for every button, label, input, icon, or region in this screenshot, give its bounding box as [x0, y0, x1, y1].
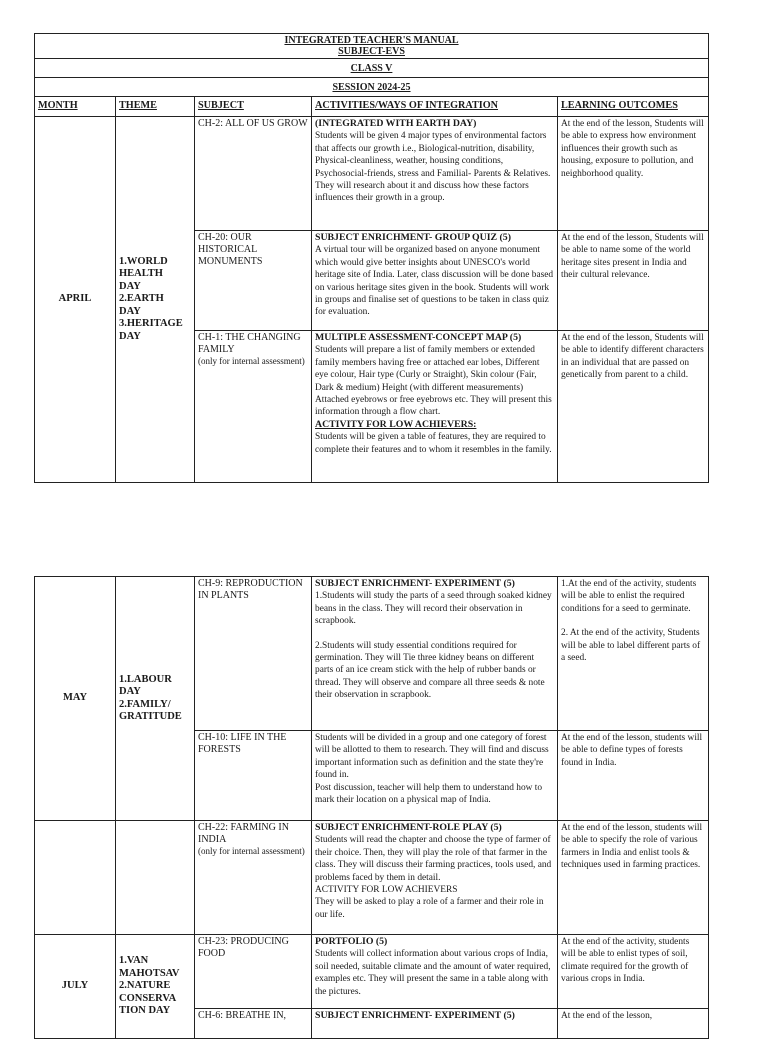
activity-text-2: 2.Students will study essential conditions required for germination. They will Tie three kidney beans on different parts of an ice cream stick with the help of rubber bands or thread. They will observe and compare all three seeds & note their observation in scrapbook. [315, 640, 545, 701]
activity-cell [312, 331, 558, 483]
class-cell [35, 59, 709, 78]
subject-cell: CH-22: FARMING IN INDIA (only for internal assessment) [195, 821, 312, 935]
theme-cell-empty [116, 821, 195, 935]
session-label: SESSION 2024-25 [332, 81, 411, 93]
class-label: CLASS V [350, 62, 393, 74]
outcome-cell: 1.At the end of the activity, students will be able to enlist the required conditions for a seed to germinate. 2. At the end of the activity, Students will be able to label different parts of a seed. [558, 577, 709, 731]
col-activities-header: ACTIVITIES/WAYS OF INTEGRATION [312, 97, 558, 117]
col-outcomes-header: LEARNING OUTCOMES [558, 97, 709, 117]
activity-text: Students will be given 4 major types of environmental factors that affects our growth i.e., Biological-nutrition, disability, Physical-cleanliness, weather, housing conditions, Psychosocial-friends, stress and Familial- Parents & Relatives. They will research about it and discuss how these factors influences their growth in a group. [315, 131, 551, 204]
activity-text: Students will collect information about various crops of India, soil needed, suitable climate and the amount of water required, examples etc. They will present the same in a table along with the pictures. [315, 949, 551, 997]
activity-cell [312, 577, 558, 731]
activity-heading: SUBJECT ENRICHMENT- EXPERIMENT (5) [315, 578, 515, 589]
subject-cell: CH-23: PRODUCING FOOD [195, 935, 312, 1009]
outcome-cell: At the end of the activity, students will be able to enlist types of soil, climate required for the growth of various crops in India. [558, 935, 709, 1009]
activity-heading: PORTFOLIO (5) [315, 936, 388, 947]
activity-heading: SUBJECT ENRICHMENT- EXPERIMENT (5) [315, 1010, 515, 1021]
activity-text: A virtual tour will be organized based on anyone monument which would give better insights about UNESCO's world heritage site of India. Later, class discussion will be done based on various heritage sites given in the book. Students will work in groups and finalise set of questions to be taken in class quiz for evaluation. [315, 245, 554, 318]
subject-cell: CH-2: ALL OF US GROW [195, 117, 312, 231]
activity-text: Students will read the chapter and choose the type of farmer of their choice. Then, they will play the role of that farmer in the class. They will discuss their farming practices, tools used, and problems faced by them in detail. [315, 835, 552, 883]
activity-heading: MULTIPLE ASSESSMENT-CONCEPT MAP (5) [315, 332, 522, 343]
activity-text-2: Post discussion, teacher will help them to understand how to mark their location on a physical map of India. [315, 782, 543, 806]
subject-cell: CH-10: LIFE IN THE FORESTS [195, 731, 312, 821]
col-month-header: MONTH [35, 97, 116, 117]
month-cell: MAY [35, 577, 116, 821]
month-cell-empty [35, 821, 116, 935]
outcome-cell: At the end of the lesson, students will be able to define types of forests found in India. [558, 731, 709, 821]
subject-cell: CH-20: OUR HISTORICAL MONUMENTS [195, 231, 312, 331]
outcome-cell: At the end of the lesson, students will be able to specify the role of various farmers in India and enlist tools & techniques used in farming practices. [558, 821, 709, 935]
manual-title-cell [35, 34, 709, 59]
subject-note: (only for internal assessment) [198, 846, 305, 856]
session-cell [35, 78, 709, 97]
activity-text: 1.Students will study the parts of a seed through soaked kidney beans in the class. They will record their observation in scrapbook. [315, 591, 552, 627]
low-achievers-text: Students will be given a table of features, they are required to complete their features and to whom it resembles in the family. [315, 432, 552, 455]
table-row [35, 821, 709, 935]
activity-cell [312, 117, 558, 231]
activity-cell [312, 821, 558, 935]
curriculum-table-april [34, 33, 709, 483]
manual-title: INTEGRATED TEACHER'S MANUAL [284, 35, 459, 46]
subject-cell: CH-9: REPRODUCTION IN PLANTS [195, 577, 312, 731]
table-row [35, 117, 709, 231]
activity-cell [312, 731, 558, 821]
low-achievers-heading: ACTIVITY FOR LOW ACHIEVERS [315, 885, 458, 896]
table-row [35, 577, 709, 731]
outcome-cell: At the end of the lesson, Students will be able to identify different characters in an individual that are passed on genetically from parent to a child. [558, 331, 709, 483]
subject-note: (only for internal assessment) [198, 356, 305, 366]
col-subject-header: SUBJECT [195, 97, 312, 117]
month-cell: JULY [35, 935, 116, 1039]
theme-cell: 1.WORLD HEALTH DAY 2.EARTH DAY 3.HERITAGE DAY [116, 117, 195, 483]
curriculum-table-may-july [34, 576, 709, 1039]
outcome-cell: At the end of the lesson, Students will be able to express how environment influences their growth such as housing, exposure to pollution, and neighborhood quality. [558, 117, 709, 231]
outcome-cell: At the end of the lesson, Students will be able to name some of the world heritage sites present in India and their cultural relevance. [558, 231, 709, 331]
activity-heading: SUBJECT ENRICHMENT-ROLE PLAY (5) [315, 822, 502, 833]
low-achievers-text: They will be asked to play a role of a farmer and their role in our life. [315, 897, 544, 920]
activity-cell [312, 935, 558, 1009]
manual-subject: SUBJECT-EVS [338, 46, 405, 57]
activity-text: Students will be divided in a group and one category of forest will be allotted to them to research. They will find and discuss important information such as definition and the state they're found in. [315, 733, 549, 781]
theme-cell: 1.LABOUR DAY 2.FAMILY/ GRATITUDE [116, 577, 195, 821]
activity-heading: (INTEGRATED WITH EARTH DAY) [315, 118, 477, 129]
outcome-cell: At the end of the lesson, [558, 1009, 709, 1039]
activity-cell [312, 231, 558, 331]
theme-cell: 1.VAN MAHOTSAV 2.NATURE CONSERVA TION DAY [116, 935, 195, 1039]
activity-text: Students will prepare a list of family members or extended family members having free or attached ear lobes, Different eye colour, Hair type (Curly or Straight), Skin colour (Fair, Dark & medium) Height (with different measurements) Attached eyebrows or free eyebrows etc. They will present this information through a flow chart. [315, 345, 552, 418]
table-row [35, 935, 709, 1009]
col-theme-header: THEME [116, 97, 195, 117]
low-achievers-heading: ACTIVITY FOR LOW ACHIEVERS: [315, 418, 477, 430]
month-cell: APRIL [35, 117, 116, 483]
subject-cell: CH-6: BREATHE IN, [195, 1009, 312, 1039]
subject-cell: CH-1: THE CHANGING FAMILY (only for internal assessment) [195, 331, 312, 483]
activity-heading: SUBJECT ENRICHMENT- GROUP QUIZ (5) [315, 232, 511, 243]
